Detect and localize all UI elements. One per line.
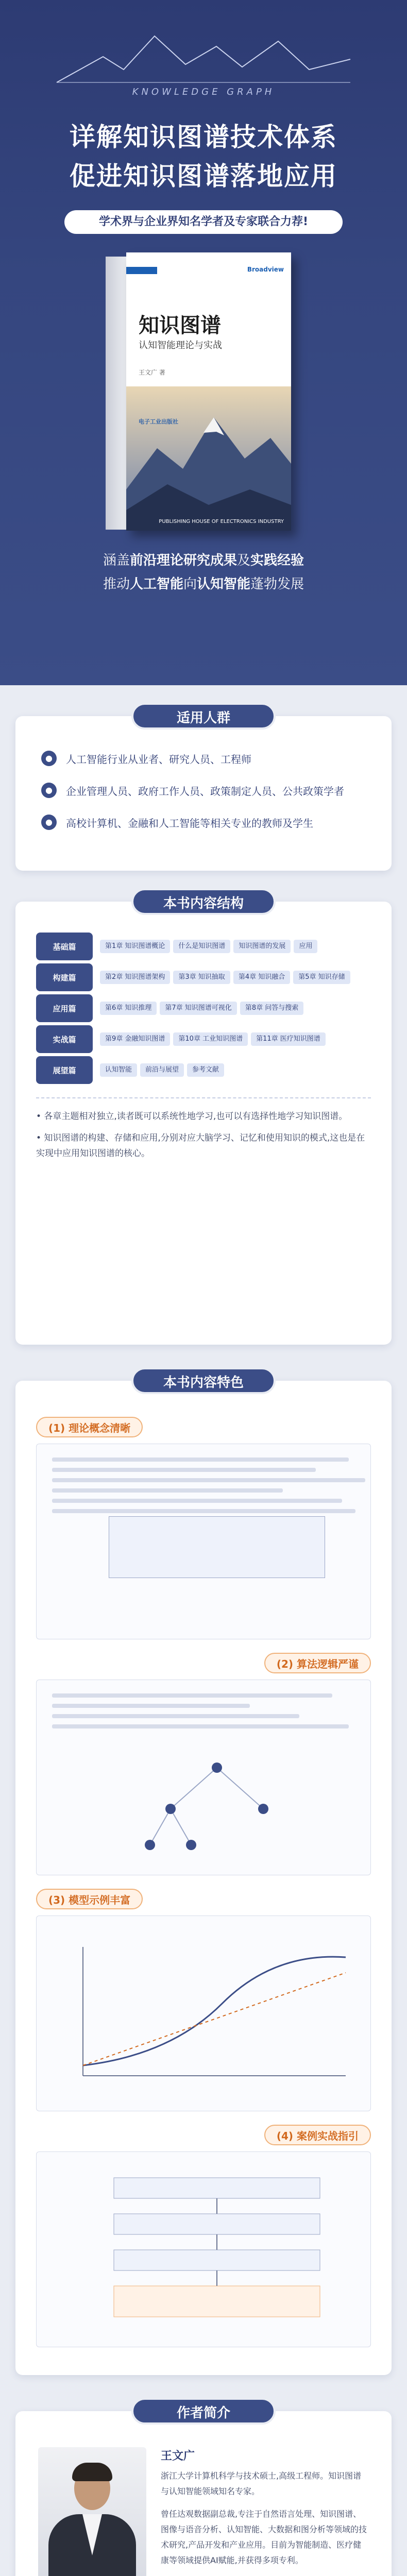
chapter-item: 第11章 医疗知识图谱 <box>251 1032 326 1046</box>
book-author: 王文广 著 <box>139 369 165 376</box>
feature-sample-page <box>36 1444 371 1639</box>
curve-plot-icon <box>67 1937 356 2091</box>
chapter-item: 第5章 知识存储 <box>293 971 350 984</box>
person-icon: ● <box>41 815 57 830</box>
chapter-item: 应用 <box>294 940 317 953</box>
hero-desc-line1: 涵盖前沿理论研究成果及实践经验 <box>103 553 304 568</box>
chapter-item: 第9章 金融知识图谱 <box>100 1032 170 1046</box>
features-heading: 本书内容特色 <box>131 1367 276 1394</box>
chapter-item: 认知智能 <box>100 1063 137 1077</box>
book-cover <box>126 252 291 531</box>
author-card <box>15 2405 392 2576</box>
structure-card <box>15 896 392 1345</box>
audience-band <box>0 685 407 871</box>
audience-item: ● 企业管理人员、政府工作人员、政策制定人员、公共政策学者 <box>41 777 366 804</box>
chapter-item: 第10章 工业知识图谱 <box>173 1032 248 1046</box>
book-spine <box>106 257 128 530</box>
structure-note: • 各章主题相对独立,读者既可以系统性地学习,也可以有选择性地学习知识图谱。 <box>36 1111 348 1122</box>
chapter-item: 前沿与展望 <box>140 1063 184 1077</box>
hero-desc-line2: 推动人工智能向认知智能蓬勃发展 <box>103 577 304 592</box>
hero-title-line1: 详解知识图谱技术体系 <box>70 122 337 152</box>
hero-subtitle: KNOWLEDGE GRAPH <box>132 87 275 97</box>
feature-label: (4) 案例实战指引 <box>264 2125 371 2145</box>
cover-badge: 电子工业出版社 <box>139 418 178 425</box>
author-bio: 浙江大学计算机科学与技术硕士,高级工程师。知识图谱与认知智能领域知名专家。 <box>161 2471 362 2496</box>
hero-banner <box>0 0 407 685</box>
author-name: 王文广 <box>161 2450 195 2463</box>
feature-sample-page <box>36 2151 371 2347</box>
chapter-item: 第7章 知识图谱可视化 <box>160 1002 236 1015</box>
chapter-group-tag: 构建篇 <box>36 963 93 991</box>
publisher-logo: Broadview <box>247 266 284 273</box>
tree-diagram-icon <box>129 1757 304 1860</box>
feature-sample-page <box>36 1916 371 2111</box>
hero-pill: 学术界与企业界知名学者及专家联合力荐! <box>64 210 343 234</box>
hero-description <box>0 549 407 596</box>
hero-title-line2: 促进知识图谱落地应用 <box>70 161 337 191</box>
author-band <box>0 2375 407 2576</box>
network-diagram-icon <box>93 2167 341 2332</box>
chapter-map <box>36 933 371 1084</box>
audience-card <box>15 710 392 871</box>
structure-note: • 知识图谱的构建、存储和应用,分别对应大脑学习、记忆和使用知识的模式,这也是在实现中应用知识图谱的核心。 <box>36 1133 365 1159</box>
mountain-photo-icon <box>126 386 291 531</box>
chapter-group-tag: 实战篇 <box>36 1025 93 1053</box>
mountain-line-icon <box>0 21 407 93</box>
feature-item <box>36 2125 371 2347</box>
feature-item <box>36 1889 371 2111</box>
person-icon: ● <box>41 783 57 798</box>
chapter-item: 第3章 知识抽取 <box>173 971 230 984</box>
feature-item <box>36 1653 371 1875</box>
chapter-group-tag: 基础篇 <box>36 933 93 960</box>
chapter-group <box>36 963 371 991</box>
divider <box>36 1097 371 1098</box>
feature-label: (1) 理论概念清晰 <box>36 1417 143 1437</box>
person-icon: ● <box>41 751 57 766</box>
cover-stripe <box>126 267 157 274</box>
audience-heading: 适用人群 <box>131 703 276 730</box>
author-heading: 作者简介 <box>131 2398 276 2425</box>
book-subtitle: 认知智能理论与实战 <box>139 340 222 351</box>
chapter-item: 第6章 知识推理 <box>100 1002 157 1015</box>
features-card <box>15 1375 392 2375</box>
chapter-group-tag: 展望篇 <box>36 1056 93 1084</box>
chapter-group <box>36 1056 371 1084</box>
chapter-item: 第1章 知识图谱概论 <box>100 940 170 953</box>
structure-heading: 本书内容结构 <box>131 888 276 915</box>
feature-item <box>36 1417 371 1639</box>
chapter-item: 第4章 知识融合 <box>233 971 290 984</box>
cover-publisher: PUBLISHING HOUSE OF ELECTRONICS INDUSTRY <box>159 519 284 524</box>
author-photo <box>38 2447 146 2576</box>
audience-item: ● 高校计算机、金融和人工智能等相关专业的教师及学生 <box>41 809 366 836</box>
chapter-item: 什么是知识图谱 <box>173 940 230 953</box>
features-band <box>0 1345 407 2375</box>
book-title: 知识图谱 <box>139 314 221 337</box>
structure-band <box>0 871 407 1345</box>
chapter-item: 第2章 知识图谱架构 <box>100 971 170 984</box>
feature-sample-page <box>36 1680 371 1875</box>
chapter-group <box>36 994 371 1022</box>
book-cover-3d <box>95 252 307 531</box>
diagram-icon <box>109 1516 325 1578</box>
chapter-group-tag: 应用篇 <box>36 994 93 1022</box>
feature-label: (2) 算法逻辑严谨 <box>264 1653 371 1673</box>
hero-title <box>0 117 407 196</box>
chapter-group <box>36 933 371 960</box>
chapter-item: 参考文献 <box>187 1063 224 1077</box>
feature-label: (3) 模型示例丰富 <box>36 1889 143 1909</box>
audience-item: ● 人工智能行业从业者、研究人员、工程师 <box>41 745 366 772</box>
chapter-group <box>36 1025 371 1053</box>
chapter-item: 知识图谱的发展 <box>233 940 291 953</box>
author-bio: 曾任达观数据副总裁,专注于自然语言处理、知识图谱、图像与语音分析、认知智能、大数据和图分析等领域的技术研究,产品开发和产业应用。目前为智能制造、医疗健康等领域提供AI赋能,并获得多项专利。 <box>161 2509 367 2565</box>
chapter-item: 第8章 问答与搜索 <box>240 1002 303 1015</box>
